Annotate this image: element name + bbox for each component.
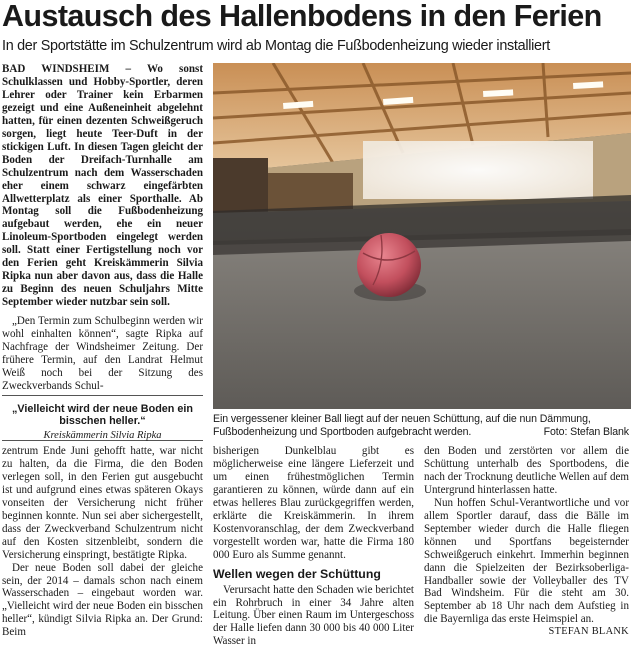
body-paragraph: Verursacht hatte den Schaden wie berichtet ein Rohrbruch in einer 34 Jahre alten Leitung. Über einen Raum im Untergeschoss der Halle liefen dann 30 000 bis 40 000 Liter Wasser in bbox=[213, 583, 414, 648]
column-middle bbox=[213, 445, 414, 648]
body-paragraph-text: Nun hoffen Schul-Verantwortliche und vor allem Sportler darauf, dass die Bälle im September wieder durch die Halle fliegen können und Sportfans begeisternder Schweißgeruch einkehrt. Immerhin beginnen dann die Spielzeiten der Bezirksoberliga-Handballer sowie der Volleyballer des TV Bad Windsheim. Für die steht am 30. September ab 18 Uhr nach dem Aufstieg in die Bayernliga das erste Heimspiel an. bbox=[424, 496, 629, 626]
section-subheading: Wellen wegen der Schüttung bbox=[213, 566, 381, 581]
lead-paragraph: BAD WINDSHEIM – Wo sonst Schulklassen und Hobby-Sportler, deren Lehrer oder Trainer kein Erbarmen gezeigt und eine Außeneinheit abgelehnt hatten, für einen dezenten Schweißgeruch sorgen, liegt heute Teer-Duft in der stickigen Luft. In diesen Tagen gleicht der Boden der Dreifach-Turnhalle am Schulzentrum nach dem Wasserschaden eher einem schwarz eingefärbten Allwetterplatz als einer Sporthalle. Ab Montag soll die Fußbodenheizung aufgebaut werden, ehe ein neuer Linoleum-Sportboden eingelegt werden soll. Statt einer Fertigstellung noch vor den Ferien geht Kreiskämmerin Silvia Ripka nun aber davon aus, dass die Halle zu Beginn des neuen Schuljahrs Mitte September wieder nutzbar sein soll. bbox=[2, 63, 203, 309]
headline: Austausch des Hallenbodens in den Ferien bbox=[2, 0, 602, 33]
column-left-bottom bbox=[2, 445, 203, 639]
body-paragraph: den Boden und zerstörten vor allem die Schüttung unterhalb des Sportbodens, die nach der Trocknung deutliche Wellen auf dem Untergrund hinterlassen hatte. bbox=[424, 445, 629, 496]
pull-quote-text: „Vielleicht wird der neue Boden ein bisschen heller.“ bbox=[12, 403, 193, 427]
body-paragraph: bisherigen Dunkelblau gibt es möglicherweise eine längere Lieferzeit und um einen frühestmöglichen Termin garantieren zu können, würde dann auf ein etwas helleres Blau zurückgegriffen werden, erklärte die Kreiskämmerin. In ihrem Kostenvoranschlag, der dem Zweckverband vorgestellt worden war, hatte die Firma 180 000 Euro als Summe genannt. bbox=[213, 445, 414, 561]
gym-hall-photo bbox=[213, 63, 631, 409]
caption-text: Ein vergessener kleiner Ball liegt auf der neuen Schüttung, auf die nun Dämmung, Fußbodenheizung und Sportboden aufgebracht werden. bbox=[213, 413, 591, 438]
subheadline: In der Sportstätte im Schulzentrum wird ab Montag die Fußbodenheizung wieder installiert bbox=[2, 38, 550, 54]
column-right bbox=[424, 445, 629, 639]
column-left-top bbox=[2, 63, 203, 393]
author-signature: STEFAN BLANK bbox=[548, 626, 629, 638]
body-paragraph: Der neue Boden soll dabei der gleiche sein, der 2014 – damals schon nach einem Wasserschaden – eingebaut worden war. „Vielleicht wird der neue Boden ein bisschen heller“, kündigt Silvia Ripka an. Der Grund: Beim bbox=[2, 561, 203, 639]
photo-caption bbox=[213, 413, 631, 439]
pull-quote bbox=[2, 395, 203, 441]
article-photo bbox=[213, 63, 631, 409]
photo-credit: Foto: Stefan Blank bbox=[543, 425, 629, 438]
pull-quote-source: Kreiskämmerin Silvia Ripka bbox=[43, 430, 162, 441]
body-paragraph: zentrum Ende Juni gehofft hatte, war nicht zu halten, da die Firma, die den Boden verlegen soll, in den Ferien gut ausgebucht ist und aufgrund eines etwas späteren Okays vonseiten der Versicherung nicht früher beginnen konnte. Nun sei aber sichergestellt, dass der Zweckverband Schulzentrum nicht auf den Kosten sitzenbleibt, sondern die Versicherung einspringt, bestätigte Ripka. bbox=[2, 445, 203, 561]
body-paragraph: „Den Termin zum Schulbeginn werden wir wohl einhalten können“, sagte Ripka auf Nachfrage der Windsheimer Zeitung. Der frühere Termin, auf den Landrat Helmut Weiß noch bei der Sitzung des Zweckverbands Schul- bbox=[2, 315, 203, 392]
body-paragraph bbox=[424, 496, 629, 638]
